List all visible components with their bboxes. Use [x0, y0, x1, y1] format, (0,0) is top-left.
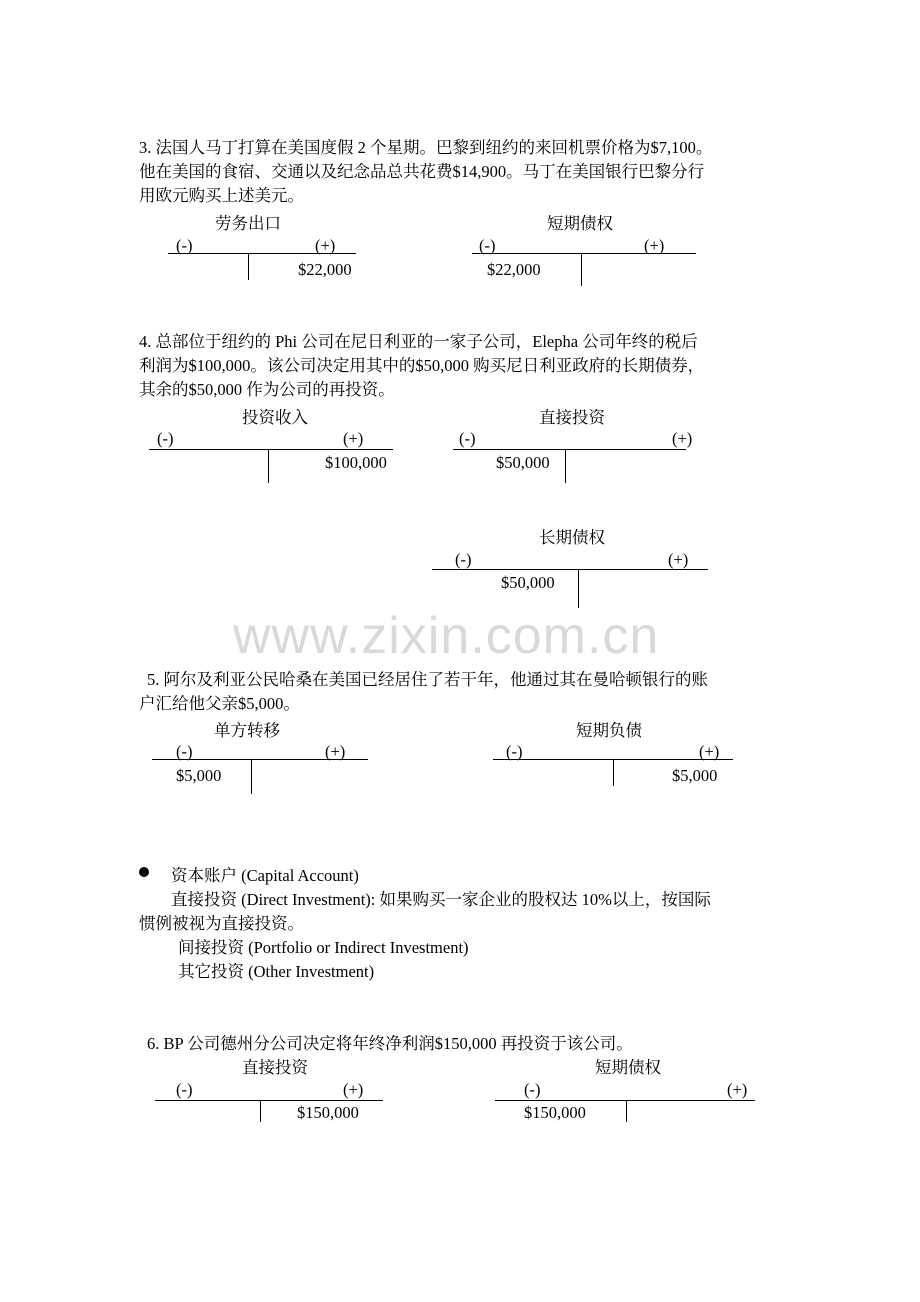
debit-sign: (-) — [506, 742, 523, 761]
question-5-line-1: 5. 阿尔及利亚公民哈桑在美国已经居住了若干年，他通过其在曼哈顿银行的账 — [147, 670, 708, 689]
debit-sign: (-) — [176, 1080, 193, 1099]
credit-sign: (+) — [672, 429, 693, 448]
t-account-title: 直接投资 — [242, 1058, 308, 1077]
question-3-line-3: 用欧元购买上述美元。 — [139, 186, 304, 205]
debit-sign: (-) — [176, 236, 193, 255]
bullet-icon — [139, 867, 149, 877]
t-account-title: 劳务出口 — [215, 214, 281, 233]
t-account-horizontal-rule — [168, 253, 356, 254]
question-4-line-2: 利润为$100,000。该公司决定用其中的$50,000 购买尼日利亚政府的长期债券， — [139, 356, 705, 375]
t-account-horizontal-rule — [432, 569, 708, 570]
credit-sign: (+) — [699, 742, 720, 761]
credit-sign: (+) — [727, 1080, 748, 1099]
debit-sign: (-) — [459, 429, 476, 448]
direct-investment-definition-cont: 惯例被视为直接投资。 — [139, 914, 304, 933]
t-account-horizontal-rule — [472, 253, 696, 254]
t-account-title: 单方转移 — [214, 721, 280, 740]
credit-amount: $5,000 — [672, 766, 718, 785]
question-5-text — [139, 668, 708, 716]
debit-sign: (-) — [455, 550, 472, 569]
t-account-horizontal-rule — [453, 449, 686, 450]
portfolio-investment-item: 间接投资 (Portfolio or Indirect Investment) — [178, 938, 469, 957]
question-4-text — [139, 330, 704, 402]
credit-sign: (+) — [668, 550, 689, 569]
question-5-line-2: 户汇给他父亲$5,000。 — [139, 694, 300, 713]
question-3-text — [139, 136, 712, 208]
direct-investment-definition: 直接投资 (Direct Investment): 如果购买一家企业的股权达 10%以上，按国际 — [171, 890, 711, 909]
t-account-vertical-rule — [581, 254, 582, 286]
question-6-text: 6. BP 公司德州分公司决定将年终净利润$150,000 再投资于该公司。 — [147, 1034, 633, 1053]
t-account-vertical-rule — [578, 570, 579, 608]
credit-amount: $100,000 — [325, 453, 387, 472]
question-3-line-2: 他在美国的食宿、交通以及纪念品总共花费$14,900。马丁在美国银行巴黎分行 — [139, 162, 705, 181]
t-account-vertical-rule — [248, 254, 249, 280]
t-account-vertical-rule — [626, 1101, 627, 1122]
credit-sign: (+) — [644, 236, 665, 255]
t-account-horizontal-rule — [149, 449, 393, 450]
debit-amount: $150,000 — [524, 1103, 586, 1122]
t-account-title: 短期负债 — [576, 721, 642, 740]
capital-account-heading: 资本账户 (Capital Account) — [171, 866, 359, 885]
debit-sign: (-) — [157, 429, 174, 448]
t-account-horizontal-rule — [155, 1100, 383, 1101]
t-account-horizontal-rule — [152, 759, 368, 760]
t-account-vertical-rule — [260, 1101, 261, 1122]
t-account-title: 投资收入 — [242, 408, 308, 427]
credit-sign: (+) — [325, 742, 346, 761]
debit-amount: $50,000 — [501, 573, 555, 592]
t-account-title: 直接投资 — [539, 408, 605, 427]
credit-sign: (+) — [343, 1080, 364, 1099]
t-account-horizontal-rule — [495, 1100, 755, 1101]
t-account-title: 长期债权 — [539, 528, 605, 547]
t-account-vertical-rule — [613, 760, 614, 786]
debit-amount: $50,000 — [496, 453, 550, 472]
t-account-title: 短期债权 — [547, 214, 613, 233]
other-investment-item: 其它投资 (Other Investment) — [178, 962, 375, 981]
credit-sign: (+) — [315, 236, 336, 255]
debit-amount: $5,000 — [176, 766, 222, 785]
debit-amount: $22,000 — [487, 260, 541, 279]
debit-sign: (-) — [524, 1080, 541, 1099]
t-account-vertical-rule — [565, 450, 566, 483]
t-account-vertical-rule — [268, 450, 269, 483]
debit-sign: (-) — [479, 236, 496, 255]
credit-sign: (+) — [343, 429, 364, 448]
question-4-line-1: 4. 总部位于纽约的 Phi 公司在尼日利亚的一家子公司，Elepha 公司年终的税后 — [139, 332, 698, 351]
credit-amount: $22,000 — [298, 260, 352, 279]
watermark: www.zixin.com.cn — [233, 607, 660, 665]
credit-amount: $150,000 — [297, 1103, 359, 1122]
question-4-line-3: 其余的$50,000 作为公司的再投资。 — [139, 380, 395, 399]
t-account-vertical-rule — [251, 760, 252, 794]
t-account-title: 短期债权 — [595, 1058, 661, 1077]
question-3-line-1: 3. 法国人马丁打算在美国度假 2 个星期。巴黎到纽约的来回机票价格为$7,100。 — [139, 138, 713, 157]
debit-sign: (-) — [176, 742, 193, 761]
